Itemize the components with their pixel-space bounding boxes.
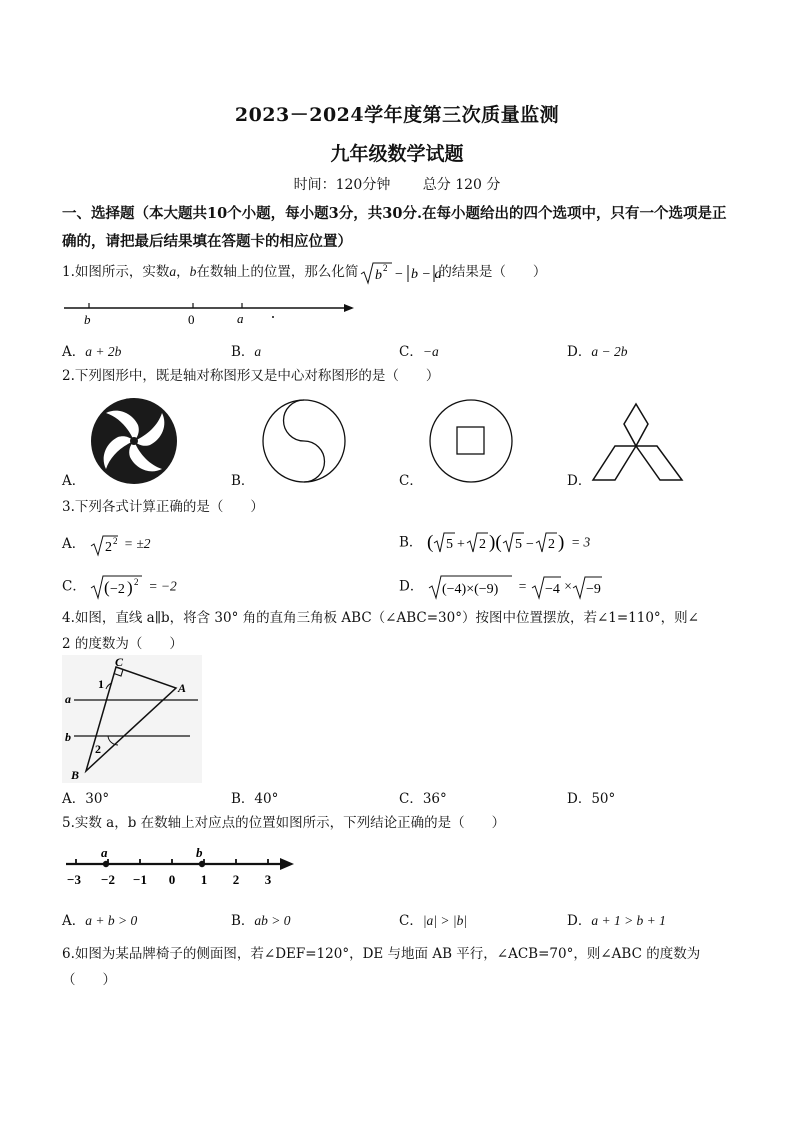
q1-option-a[interactable]: A．a + 2b [62, 344, 122, 360]
tick-label: −3 [67, 872, 81, 887]
q5-option-d[interactable]: D．a + 1 > b + 1 [567, 913, 666, 929]
svg-text:−4: −4 [545, 582, 561, 597]
svg-text:−: − [395, 266, 404, 282]
label-line-b: b [65, 730, 71, 744]
exam-info [0, 174, 794, 194]
svg-text:+: + [456, 537, 465, 552]
q1-option-c[interactable]: C．−a [399, 344, 439, 360]
q1-number-line [62, 296, 362, 326]
q4-stem-line2: 2 的度数为（ ） [62, 636, 183, 652]
q3-option-d[interactable]: D． (−4)×(−9) = −4 × −9 [399, 574, 604, 600]
svg-text:b − a: b − a [411, 266, 442, 282]
tick-label: 3 [264, 872, 272, 887]
label-angle-2: 2 [95, 742, 101, 756]
q3-option-c[interactable]: C． ( −2 ) 2 = −2 [62, 574, 177, 600]
exam-subtitle: 九年级数学试题 [330, 143, 464, 165]
q4-stem-line1: 4.如图，直线 a∥b，将含 30° 角的直角三角板 ABC（∠ABC=30°）按图中位置摆放，若∠1=110°，则∠ [62, 610, 699, 626]
svg-text:5: 5 [514, 537, 522, 552]
svg-text:2: 2 [112, 535, 118, 546]
svg-text:−2: −2 [110, 582, 126, 597]
q6-stem-line1: 6.如图为某品牌椅子的侧面图，若∠DEF=120°，DE 与地面 AB 平行，∠ACB=70°，则∠ABC 的度数为 [62, 946, 701, 962]
svg-text:(: ( [426, 532, 434, 553]
svg-text:2: 2 [547, 537, 555, 552]
q2-option-b[interactable]: B． [231, 473, 255, 489]
coin-figure [425, 397, 517, 485]
q5-number-line [62, 842, 302, 890]
svg-text:): ) [557, 532, 565, 553]
svg-text:2: 2 [104, 539, 112, 555]
q6-stem-line2: （ ） [62, 972, 116, 988]
q1-expression [360, 261, 442, 285]
exam-total: 总分 120 分 [422, 177, 501, 193]
q4-option-a[interactable]: A．30° [62, 791, 110, 807]
svg-text:−9: −9 [586, 582, 602, 597]
q1-option-b[interactable]: B．a [231, 344, 262, 360]
q3-stem: 3.下列各式计算正确的是（ ） [62, 499, 264, 515]
q3-c-radical [90, 574, 144, 600]
svg-text:2: 2 [134, 577, 139, 587]
tick-label: −1 [133, 872, 147, 887]
q2-option-a[interactable]: A． [62, 473, 86, 489]
q5-option-c[interactable]: C．|a| > |b| [399, 913, 468, 929]
q2-stem: 2.下列图形中，既是轴对称图形又是中心对称图形的是（ ） [62, 368, 440, 384]
q4-triangle-figure [62, 655, 202, 783]
q4-option-b[interactable]: B．40° [231, 791, 279, 807]
svg-text:−: − [525, 537, 534, 552]
q4-option-c[interactable]: C．36° [399, 791, 447, 807]
q2-option-c[interactable]: C． [399, 473, 423, 489]
q3-b-expression [427, 530, 567, 556]
q5-stem: 5.实数 a，b 在数轴上对应点的位置如图所示，下列结论正确的是（ ） [62, 815, 506, 831]
q3-d-radical-neg4 [531, 574, 563, 600]
q2-option-d[interactable]: D． [567, 473, 592, 489]
svg-text:5: 5 [445, 537, 453, 552]
q5-option-b[interactable]: B．ab > 0 [231, 913, 291, 929]
axis-label-a: a [237, 311, 244, 326]
svg-text:(−4)×(−9): (−4)×(−9) [441, 582, 498, 597]
exam-title: 2023－2024学年度第三次质量监测 [234, 104, 560, 126]
label-b: B [71, 768, 80, 782]
s-curve-circle-figure [258, 397, 350, 485]
label-a: A [178, 681, 187, 695]
label-line-a: a [65, 692, 71, 706]
q3-option-a[interactable]: A． 2 2 = ±2 [62, 532, 151, 557]
label-angle-1: 1 [98, 677, 104, 691]
svg-text:)(: )( [488, 532, 502, 553]
svg-text:2: 2 [478, 537, 486, 552]
point-b-label: b [196, 845, 203, 860]
three-rhombus-figure [590, 400, 690, 486]
q3-option-b[interactable]: B． ( 5 + 2 )( 5 − 2 ) = 3 [399, 530, 590, 556]
axis-label-0: 0 [188, 312, 195, 327]
q1-option-d[interactable]: D．a − 2b [567, 344, 628, 360]
tick-label: −2 [101, 872, 115, 887]
pinwheel-figure [88, 397, 180, 485]
svg-text:b: b [375, 267, 383, 283]
q4-option-d[interactable]: D．50° [567, 791, 616, 807]
label-c: C [115, 655, 124, 669]
exam-time: 时间：120分钟 [293, 177, 391, 193]
svg-text:(: ( [104, 578, 110, 597]
svg-text:2: 2 [383, 262, 388, 273]
tick-label: 2 [232, 872, 240, 887]
axis-label-b: b [84, 312, 91, 327]
svg-text:): ) [127, 578, 133, 597]
q1-stem: 1.如图所示，实数a，b在数轴上的位置，那么化简 b 2 − b − a 的结果是（ ） [62, 262, 547, 283]
tick-label: 1 [200, 872, 208, 887]
q5-option-a[interactable]: A．a + b > 0 [62, 913, 138, 929]
q3-d-left-radical [428, 574, 514, 600]
section-heading: 一、选择题（本大题共10个小题，每小题3分，共30分.在每小题给出的四个选项中，只有一个选项是正确的，请把最后结果填在答题卡的相应位置） [62, 205, 727, 250]
q3-d-radical-neg9 [572, 574, 604, 600]
tick-label: 0 [168, 872, 176, 887]
q3-a-radical [90, 533, 120, 557]
point-a-label: a [101, 845, 108, 860]
